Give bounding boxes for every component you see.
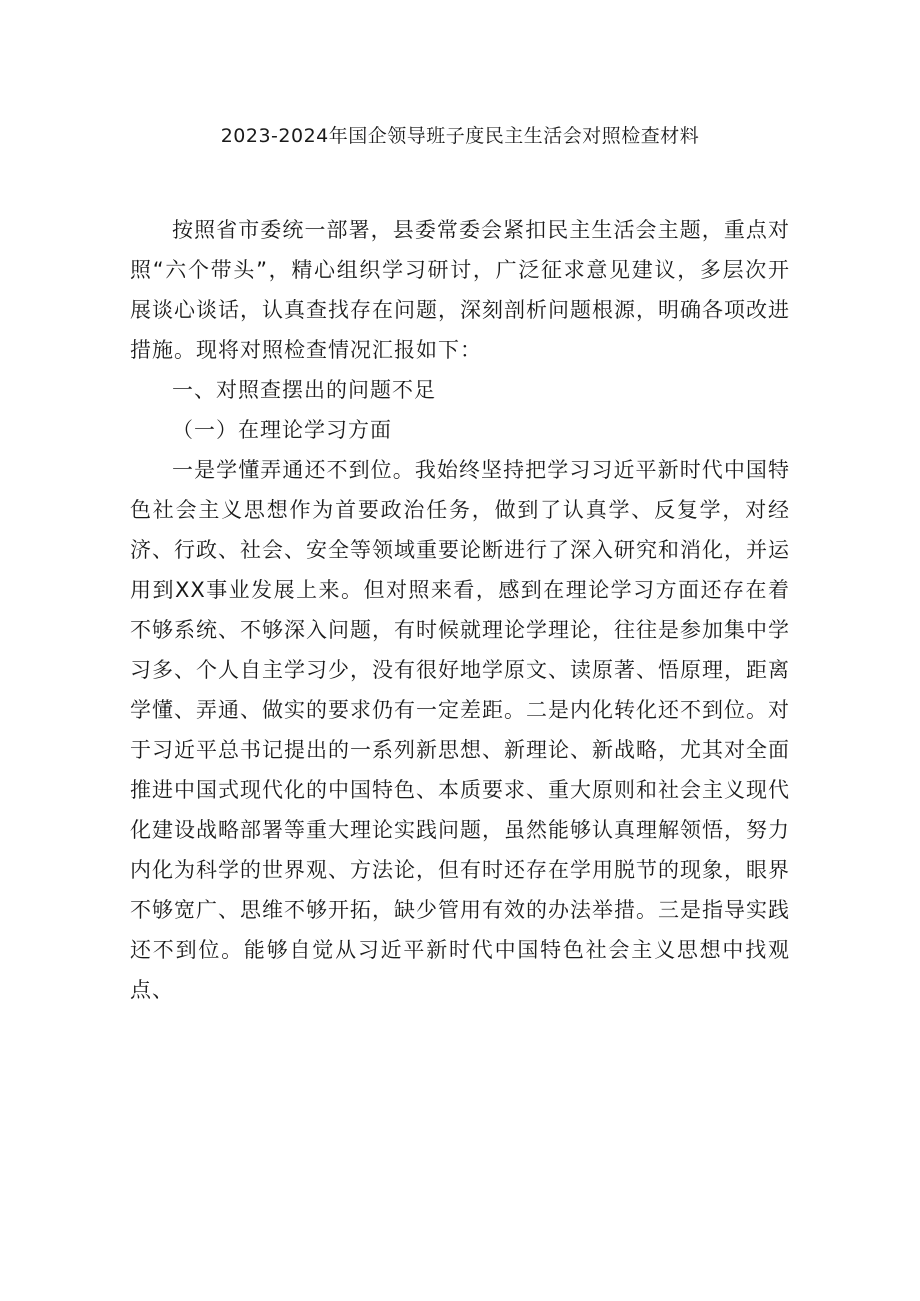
section-heading: 一、对照查摆出的问题不足 [172,378,436,402]
intro-paragraph: 按照省市委统一部署，县委常委会紧扣民主生活会主题，重点对照“六个带头”，精心组织学习研讨，广泛征求意见建议，多层次开展谈心谈话，认真查找存在问题，深刻剖析问题根源，明确各项改进措施。现将对照检查情况汇报如下： [130,218,790,362]
document-title: 2023-2024年国企领导班子度民主生活会对照检查材料 [220,125,700,147]
document-body [130,210,790,1010]
subsection-heading: （一）在理论学习方面 [172,418,392,442]
body-paragraph: 一是学懂弄通还不到位。我始终坚持把学习习近平新时代中国特色社会主义思想作为首要政治任务，做到了认真学、反复学，对经济、行政、社会、安全等领域重要论断进行了深入研究和消化，并运用到XX事业发展上来。但对照来看，感到在理论学习方面还存在着不够系统、不够深入问题，有时候就理论学理论，往往是参加集中学习多、个人自主学习少，没有很好地学原文、读原著、悟原理，距离学懂、弄通、做实的要求仍有一定差距。二是内化转化还不到位。对于习近平总书记提出的一系列新思想、新理论、新战略，尤其对全面推进中国式现代化的中国特色、本质要求、重大原则和社会主义现代化建设战略部署等重大理论实践问题，虽然能够认真理解领悟，努力内化为科学的世界观、方法论，但有时还存在学用脱节的现象，眼界不够宽广、思维不够开拓，缺少管用有效的办法举措。三是指导实践还不到位。能够自觉从习近平新时代中国特色社会主义思想中找观点、 [130,458,790,1002]
